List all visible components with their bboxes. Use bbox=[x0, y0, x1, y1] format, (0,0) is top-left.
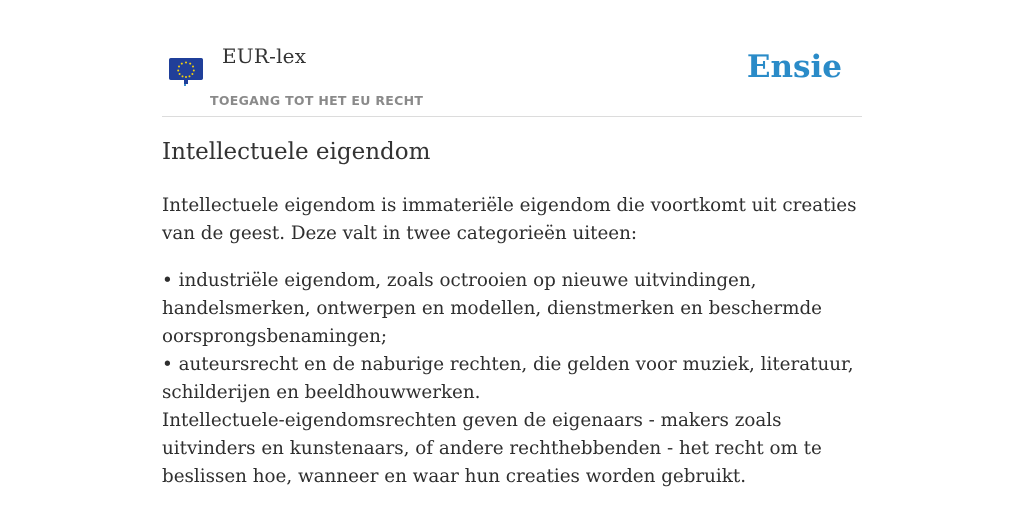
site-name[interactable]: EUR-lex bbox=[222, 44, 307, 68]
category-list bbox=[162, 267, 862, 407]
eu-flag-icon[interactable] bbox=[169, 56, 203, 88]
brand-logo[interactable]: Ensie bbox=[746, 49, 842, 85]
site-tagline: TOEGANG TOT HET EU RECHT bbox=[210, 93, 424, 108]
list-item: • auteursrecht en de naburige rechten, die gelden voor muziek, literatuur, schilderijen en beeldhouwwerken. bbox=[162, 354, 854, 403]
page bbox=[162, 0, 862, 512]
list-item: • industriële eigendom, zoals octrooien op nieuwe uitvindingen, handelsmerken, ontwerpen en modellen, dienstmerken en beschermde oorsprongsbenamingen; bbox=[162, 270, 822, 347]
page-title: Intellectuele eigendom bbox=[162, 139, 431, 165]
intro-paragraph: Intellectuele eigendom is immateriële eigendom die voortkomt uit creaties van de geest. Deze valt in twee categorieën uiteen: bbox=[162, 195, 857, 244]
closing-paragraph: Intellectuele-eigendomsrechten geven de eigenaars - makers zoals uitvinders en kunstenaars, of andere rechthebbenden - het recht om te beslissen hoe, wanneer en waar hun creaties worden gebruikt. bbox=[162, 410, 822, 487]
site-header bbox=[162, 0, 862, 117]
